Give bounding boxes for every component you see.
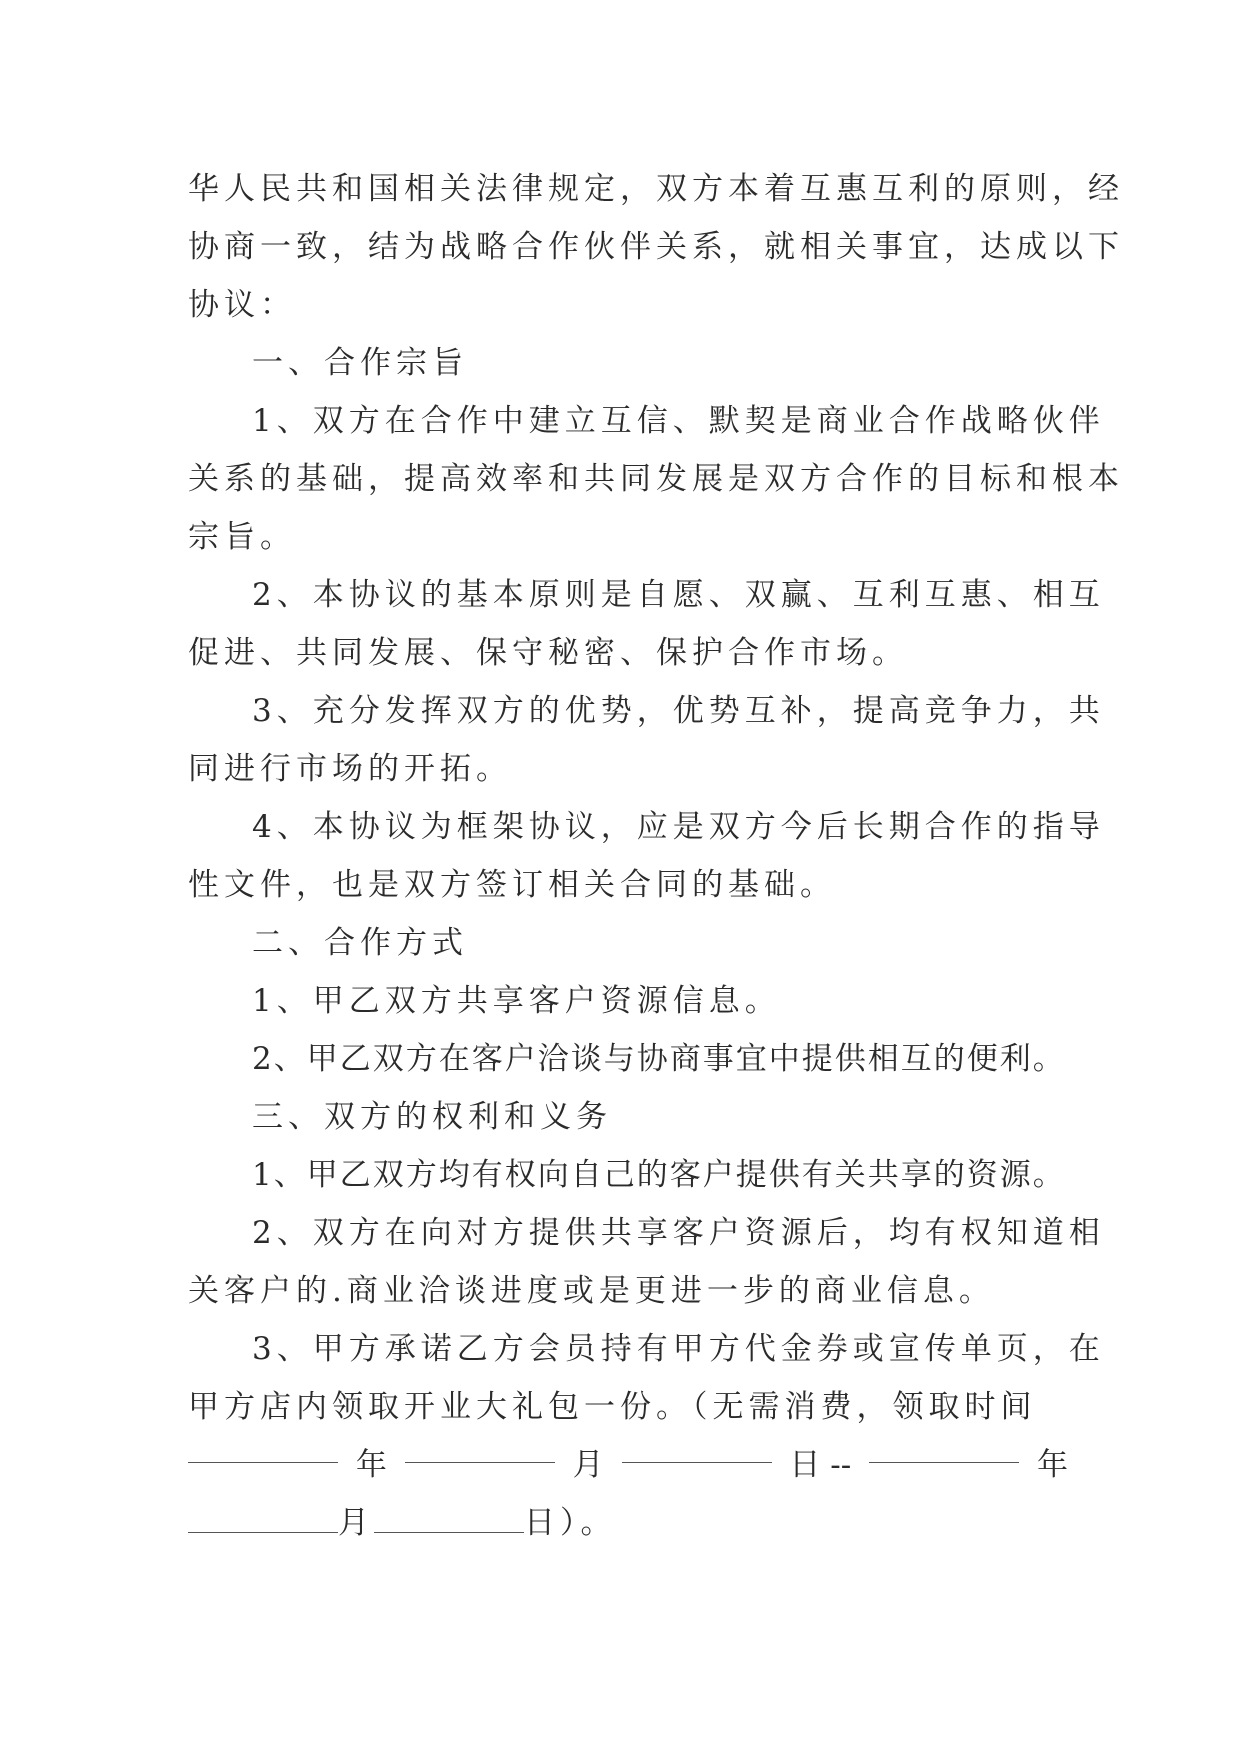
date-label: 月	[572, 1447, 604, 1483]
blank-field	[188, 1436, 338, 1463]
paragraph-line: 性文件，也是双方签订相关合同的基础。	[188, 867, 836, 903]
blank-field	[622, 1436, 772, 1463]
paragraph-line: 宗旨。	[188, 519, 296, 555]
paragraph-line: 同进行市场的开拓。	[188, 751, 512, 787]
blank-field	[869, 1436, 1019, 1463]
paragraph-line: 3、甲方承诺乙方会员持有甲方代金券或宣传单页，在	[252, 1331, 1105, 1367]
paragraph-line: 2、双方在向对方提供共享客户资源后，均有权知道相	[252, 1215, 1105, 1251]
paragraph-line: 促进、共同发展、保守秘密、保护合作市场。	[188, 635, 908, 671]
paragraph-line: 1、双方在合作中建立互信、默契是商业合作战略伙伴	[252, 403, 1105, 439]
blank-field	[374, 1506, 524, 1533]
paragraph-line: 1、甲乙双方均有权向自己的客户提供有关共享的资源。	[252, 1157, 1066, 1193]
section-heading-2: 二、合作方式	[252, 925, 468, 961]
section-heading-1: 一、合作宗旨	[252, 345, 468, 381]
paragraph-line: 华人民共和国相关法律规定，双方本着互惠互利的原则，经	[188, 171, 1124, 207]
document-body	[188, 160, 1124, 1552]
paragraph-line: 协议：	[188, 287, 296, 323]
paragraph-line: 协商一致，结为战略合作伙伴关系，就相关事宜，达成以下	[188, 229, 1124, 265]
paragraph-line: 甲方店内领取开业大礼包一份。（无需消费，领取时间	[188, 1389, 1037, 1425]
date-label: 年	[1036, 1447, 1068, 1483]
date-label: 月	[338, 1505, 374, 1541]
section-heading-3: 三、双方的权利和义务	[252, 1099, 612, 1135]
paragraph-line: 关系的基础，提高效率和共同发展是双方合作的目标和根本	[188, 461, 1124, 497]
date-label: 日）。	[524, 1505, 617, 1541]
paragraph-line: 2、本协议的基本原则是自愿、双赢、互利互惠、相互	[252, 577, 1105, 613]
blank-field	[405, 1436, 555, 1463]
paragraph-line: 3、充分发挥双方的优势，优势互补，提高竞争力，共	[252, 693, 1105, 729]
date-fill-line-2	[188, 1494, 1068, 1552]
blank-field	[188, 1506, 338, 1533]
date-label: 年	[355, 1447, 387, 1483]
paragraph-line: 4、本协议为框架协议，应是双方今后长期合作的指导	[252, 809, 1105, 845]
date-fill-line-1	[188, 1436, 1068, 1494]
paragraph-line: 2、甲乙双方在客户洽谈与协商事宜中提供相互的便利。	[252, 1041, 1066, 1077]
paragraph-line: 1、甲乙双方共享客户资源信息。	[252, 983, 781, 1019]
date-label: 日 --	[789, 1447, 852, 1483]
paragraph-line: 关客户的.商业洽谈进度或是更进一步的商业信息。	[188, 1273, 995, 1309]
